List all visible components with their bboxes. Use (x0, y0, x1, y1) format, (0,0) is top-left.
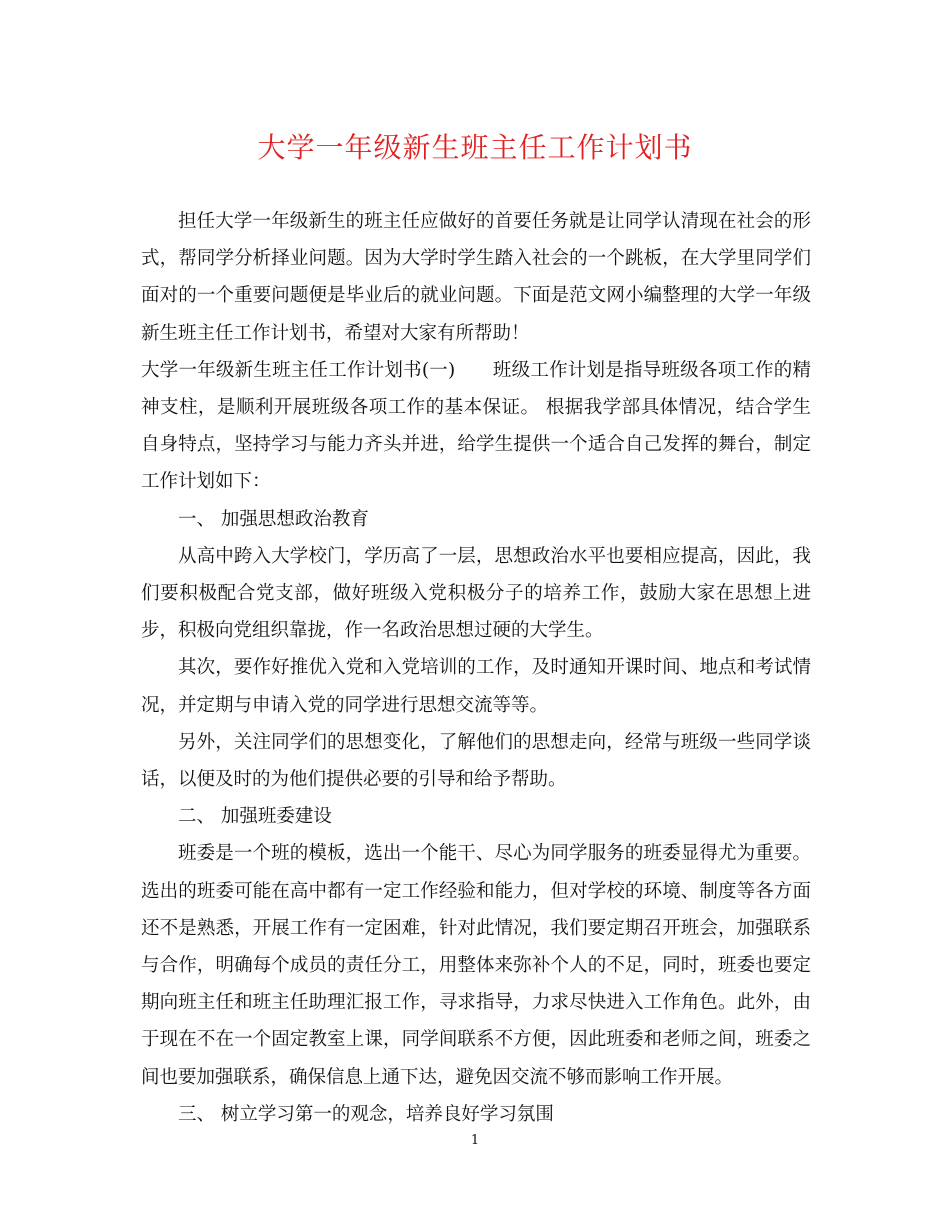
section-heading-3: 三、 树立学习第一的观念，培养良好学习氛围 (178, 1103, 554, 1125)
body-paragraph: 班委是一个班的模板，选出一个能干、尽心为同学服务的班委显得尤为重要。选出的班委可能在高中都有一定工作经验和能力，但对学校的环境、制度等各方面还不是熟悉，开展工作有一定困难，针对此情况，我们要定期召开班会，加强联系与合作，明确每个成员的责任分工，用整体来弥补个人的不足，同时，班委也要定期向班主任和班主任助理汇报工作，寻求指导，力求尽快进入工作角色。此外，由于现在不在一个固定教室上课，同学间联系不方便，因此班委和老师之间，班委之间也要加强联系，确保信息上通下达，避免因交流不够而影响工作开展。 (141, 843, 811, 1088)
section-heading-1: 一、 加强思想政治教育 (178, 508, 369, 530)
document-title: 大学一年级新生班主任工作计划书 (257, 131, 693, 164)
document-body (141, 203, 811, 1133)
body-paragraph: 另外，关注同学们的思想变化，了解他们的思想走向，经常与班级一些同学谈话，以便及时的为他们提供必要的引导和给予帮助。 (141, 731, 811, 791)
section-heading-2: 二、 加强班委建设 (178, 806, 332, 828)
body-paragraph: 其次，要作好推优入党和入党培训的工作，及时通知开课时间、地点和考试情况，并定期与申请入党的同学进行思想交流等等。 (141, 657, 811, 716)
intro-paragraph: 担任大学一年级新生的班主任应做好的首要任务就是让同学认清现在社会的形式，帮同学分析择业问题。因为大学时学生踏入社会的一个跳板，在大学里同学们面对的一个重要问题便是毕业后的就业问题。下面是范文网小编整理的大学一年级新生班主任工作计划书，希望对大家有所帮助！ (141, 211, 811, 344)
body-paragraph: 从高中跨入大学校门，学历高了一层，思想政治水平也要相应提高，因此，我们要积极配合党支部，做好班级入党积极分子的培养工作，鼓励大家在思想上进步，积极向党组织靠拢，作一名政治思想过硬的大学生。 (141, 545, 811, 642)
plan-intro-paragraph: 大学一年级新生班主任工作计划书(一) 班级工作计划是指导班级各项工作的精神支柱，是顺利开展班级各项工作的基本保证。 根据我学部具体情况，结合学生自身特点，坚持学习与能力齐头并进，给学生提供一个适合自己发挥的舞台，制定工作计划如下： (141, 359, 811, 493)
page-number: 1 (470, 1133, 480, 1148)
